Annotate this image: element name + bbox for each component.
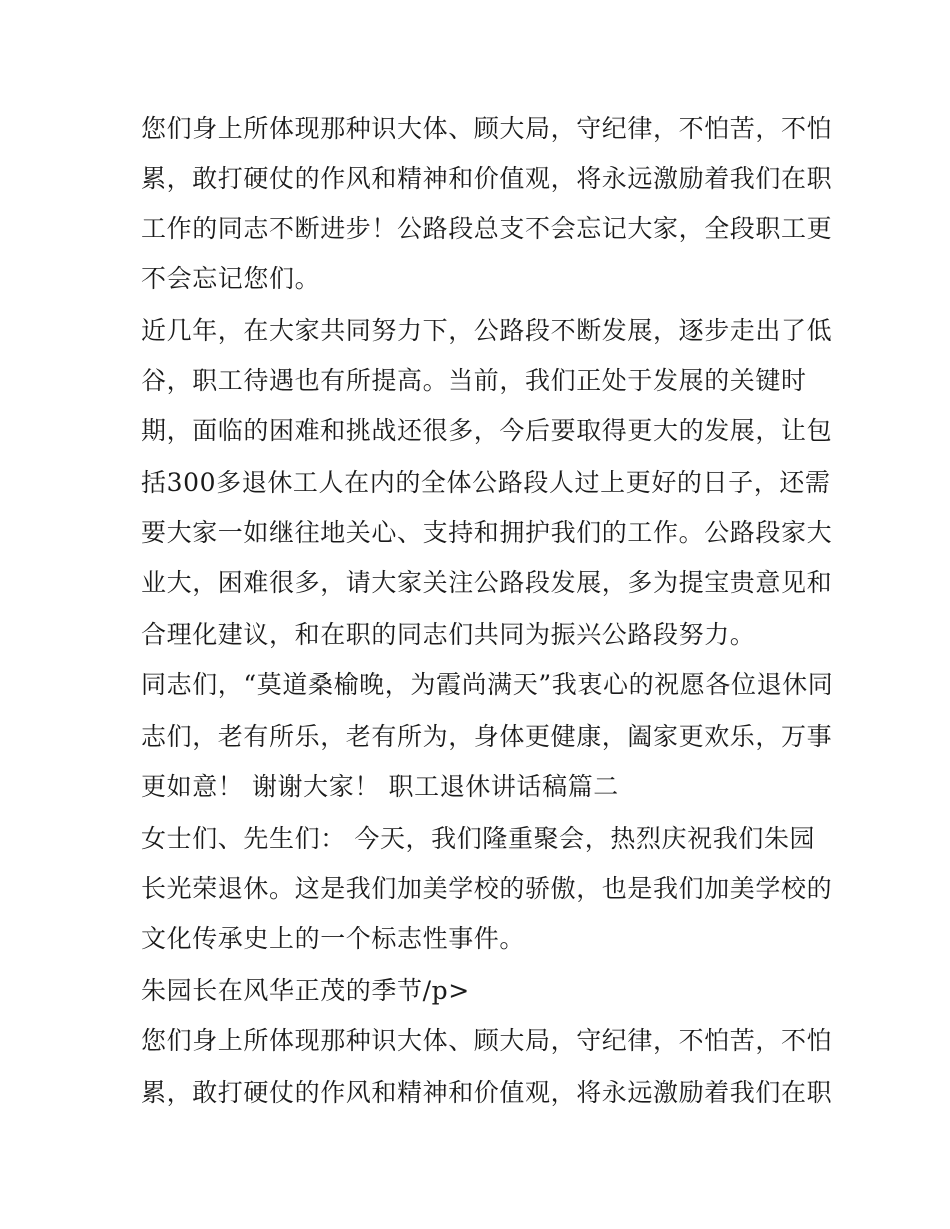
text-line: 朱园长在风华正茂的季节/p> bbox=[141, 976, 470, 1005]
text-line: 括300多退休工人在内的全体公路段人过上更好的日子，还需 bbox=[141, 468, 831, 497]
text-line: 志们，老有所乐，老有所为，身体更健康，阖家更欢乐，万事 bbox=[141, 722, 833, 751]
text-line: 您们身上所体现那种识大体、顾大局，守纪律，不怕苦，不怕 bbox=[141, 114, 833, 143]
text-line: 业大，困难很多，请大家关注公路段发展，多为提宝贵意见和 bbox=[141, 568, 833, 597]
text-line: 同志们，“莫道桑榆晚，为霞尚满天”我衷心的祝愿各位退休同 bbox=[141, 670, 834, 699]
text-line: 不会忘记您们。 bbox=[141, 264, 321, 293]
text-line: 合理化建议，和在职的同志们共同为振兴公路段努力。 bbox=[141, 620, 756, 649]
text-line: 更如意！ 谢谢大家！ 职工退休讲话稿篇二 bbox=[141, 772, 619, 801]
text-line: 累，敢打硬仗的作风和精神和价值观，将永远激励着我们在职 bbox=[141, 1078, 833, 1107]
text-line: 女士们、先生们： 今天，我们隆重聚会，热烈庆祝我们朱园 bbox=[141, 824, 816, 853]
text-line: 期，面临的困难和挑战还很多，今后要取得更大的发展，让包 bbox=[141, 416, 833, 445]
text-line: 工作的同志不断进步！公路段总支不会忘记大家，全段职工更 bbox=[141, 214, 833, 243]
text-line: 文化传承史上的一个标志性事件。 bbox=[141, 924, 526, 953]
text-line: 累，敢打硬仗的作风和精神和价值观，将永远激励着我们在职 bbox=[141, 164, 833, 193]
text-line: 长光荣退休。这是我们加美学校的骄傲，也是我们加美学校的 bbox=[141, 874, 833, 903]
text-line: 您们身上所体现那种识大体、顾大局，守纪律，不怕苦，不怕 bbox=[141, 1026, 833, 1055]
text-line: 要大家一如继往地关心、支持和拥护我们的工作。公路段家大 bbox=[141, 518, 833, 547]
text-line: 近几年，在大家共同努力下，公路段不断发展，逐步走出了低 bbox=[141, 316, 833, 345]
text-line: 谷，职工待遇也有所提高。当前，我们正处于发展的关键时 bbox=[141, 366, 807, 395]
